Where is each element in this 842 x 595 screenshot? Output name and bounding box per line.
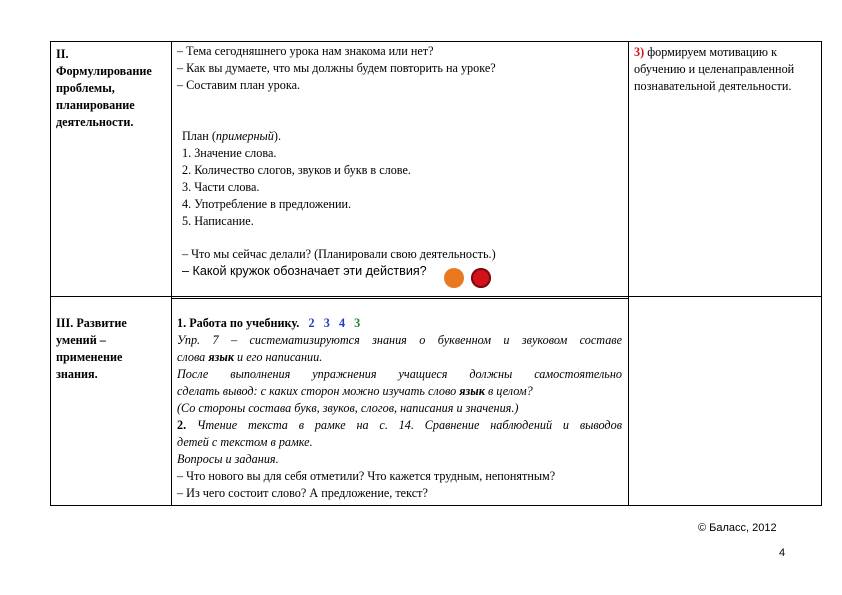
after-line: После выполнения упражнения учащиеся должны самостоятельно: [177, 367, 622, 381]
uud-line: [634, 44, 818, 61]
red-circle-icon: [471, 268, 491, 288]
stage-line: планирование: [56, 98, 135, 112]
activity-cell-1: [177, 43, 622, 94]
plan-title-italic: примерный: [215, 129, 274, 143]
stage-cell-1: [56, 46, 152, 131]
plan-title: [182, 128, 622, 145]
stage-line: II.: [56, 47, 69, 61]
task1-title: 1. Работа по учебнику.: [177, 316, 300, 330]
stage-line: III. Развитие: [56, 316, 127, 330]
question-line: – Как вы думаете, что мы должны будем повторить на уроке?: [177, 61, 496, 75]
exercise-word: язык: [208, 350, 234, 364]
stage-line: деятельности.: [56, 115, 134, 129]
plan-title-suffix: ).: [273, 129, 281, 143]
task2-line: [177, 417, 622, 434]
table-divider-row-inner: [172, 298, 628, 299]
uud-cell-1: [634, 44, 818, 95]
stage-line: знания.: [56, 367, 98, 381]
stage-line: умений –: [56, 333, 106, 347]
task2-num: 2.: [177, 418, 187, 432]
after-line: (Со стороны состава букв, звуков, слогов, написания и значения.): [177, 401, 519, 415]
activity-cell-2: [177, 315, 622, 502]
after-text: сделать вывод: с каких сторон можно изучать слово: [177, 384, 460, 398]
uud-line: обучению и целенаправленной: [634, 62, 795, 76]
after-line: [177, 383, 622, 400]
stage-line: применение: [56, 350, 123, 364]
task1-num-3: 4: [338, 316, 346, 330]
exercise-text: и его написании.: [234, 350, 323, 364]
table-divider-row: [50, 296, 822, 297]
plan-item: 1. Значение слова.: [182, 146, 277, 160]
question-line: – Составим план урока.: [177, 78, 301, 92]
uud-line: познавательной деятельности.: [634, 79, 792, 93]
plan-block: [182, 128, 622, 230]
question-line: – Что нового вы для себя отметили? Что кажется трудным, непонятным?: [177, 469, 556, 483]
uud-number: 3): [634, 45, 645, 59]
task1-num-4: 3: [354, 316, 361, 330]
exercise-line: Упр. 7 – систематизируются знания о буквенном и звуковом составе: [177, 333, 622, 347]
stage-line: Формулирование: [56, 64, 152, 78]
question-after-plan: – Что мы сейчас делали? (Планировали свою деятельность.): [182, 247, 496, 261]
task2-line: детей с текстом в рамке.: [177, 435, 313, 449]
plan-title-prefix: План (: [182, 129, 216, 143]
questions-title: Вопросы и задания.: [177, 452, 279, 466]
task1-line: [177, 315, 622, 332]
plan-item: 5. Написание.: [182, 214, 254, 228]
uud-text: формируем мотивацию к: [647, 45, 777, 59]
task2-text: Чтение текста в рамке на с. 14. Сравнение наблюдений и выводов: [186, 418, 622, 432]
table-divider-col2: [628, 41, 629, 506]
after-text: в целом?: [484, 384, 533, 398]
plan-item: 4. Употребление в предложении.: [182, 197, 352, 211]
orange-circle-icon: [444, 268, 464, 288]
question-circle: – Какой кружок обозначает эти действия?: [182, 264, 427, 278]
plan-item: 2. Количество слогов, звуков и букв в слове.: [182, 163, 411, 177]
copyright: © Баласс, 2012: [698, 522, 777, 534]
page-number: 4: [779, 547, 786, 559]
question-line: – Тема сегодняшнего урока нам знакома или нет?: [177, 44, 434, 58]
stage-line: проблемы,: [56, 81, 115, 95]
after-word: язык: [459, 384, 485, 398]
plan-item: 3. Части слова.: [182, 180, 260, 194]
table-divider-col1: [171, 41, 172, 506]
task1-num-2: 3: [323, 316, 330, 330]
stage-cell-2: [56, 315, 127, 383]
task1-num-1: 2: [308, 316, 315, 330]
exercise-line: [177, 349, 622, 366]
exercise-text: слова: [177, 350, 209, 364]
question-line: – Из чего состоит слово? А предложение, текст?: [177, 486, 428, 500]
